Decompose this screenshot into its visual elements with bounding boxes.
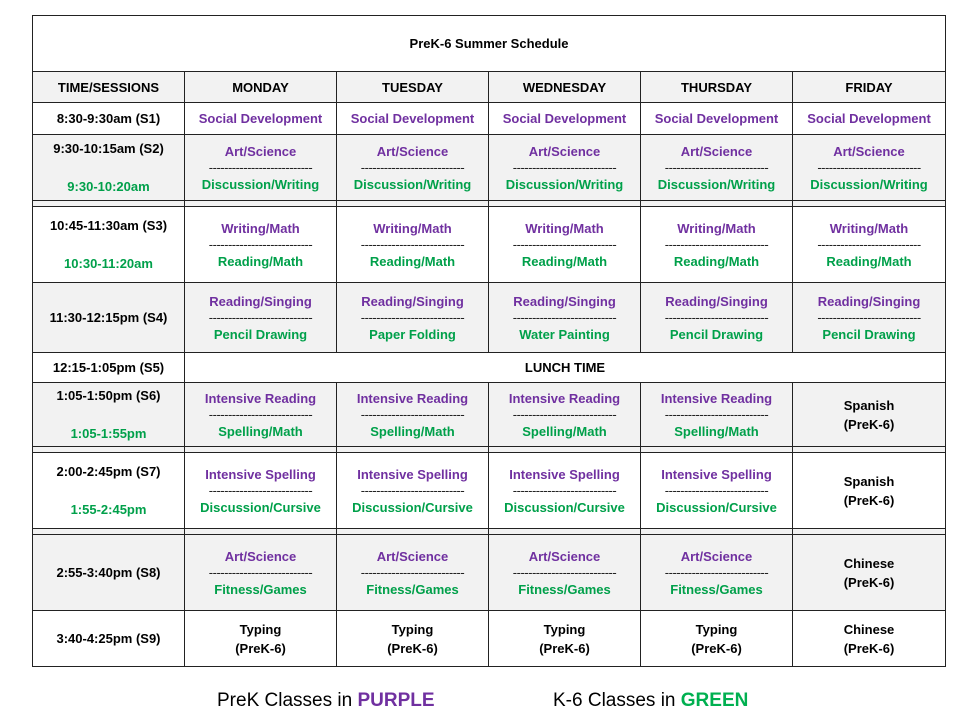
time-cell <box>33 135 185 201</box>
class-cell <box>489 207 641 283</box>
class-cell <box>489 383 641 447</box>
time-k6: 10:30-11:20am <box>64 256 153 271</box>
divider: --------------------------- <box>360 160 465 175</box>
divider: --------------------------- <box>512 483 617 498</box>
divider: --------------------------- <box>208 310 313 325</box>
k6-class: Reading/Math <box>217 253 304 269</box>
k6-class: Discussion/Cursive <box>504 499 625 515</box>
session-row-s1 <box>33 103 946 135</box>
class-cell <box>641 283 793 353</box>
k6-class: Reading/Math <box>673 253 760 269</box>
header-time: TIME/SESSIONS <box>33 72 185 103</box>
session-row-s3 <box>33 207 946 283</box>
time-cell: 3:40-4:25pm (S9) <box>33 611 185 667</box>
prek-class: Writing/Math <box>525 220 604 236</box>
k6-class: Pencil Drawing <box>213 326 308 342</box>
time-prek: 10:45-11:30am (S3) <box>49 218 168 233</box>
prek-class: Art/Science <box>833 143 905 159</box>
header-monday: MONDAY <box>185 72 337 103</box>
class-name: Typing <box>695 621 738 637</box>
divider: --------------------------- <box>664 565 769 580</box>
prek-class: Art/Science <box>224 548 297 564</box>
divider: --------------------------- <box>512 160 617 175</box>
class-cell <box>489 535 641 611</box>
divider: --------------------------- <box>664 310 769 325</box>
class-cell <box>337 283 489 353</box>
prek-class: Art/Science <box>376 548 449 564</box>
prek-class: Reading/Singing <box>665 293 768 309</box>
grade-range: (PreK-6) <box>387 640 438 656</box>
session-row-s8 <box>33 535 946 611</box>
class-cell <box>337 453 489 529</box>
schedule-sheet <box>32 15 945 667</box>
divider: --------------------------- <box>512 310 617 325</box>
k6-class: Fitness/Games <box>518 581 611 597</box>
k6-class: Water Painting <box>519 326 610 342</box>
header-tuesday: TUESDAY <box>337 72 489 103</box>
divider: --------------------------- <box>208 160 313 175</box>
class-cell <box>641 611 793 667</box>
session-row-s2 <box>33 135 946 201</box>
language-class: Spanish <box>843 397 895 413</box>
friday-class-cell <box>793 383 946 447</box>
header-thursday: THURSDAY <box>641 72 793 103</box>
divider: --------------------------- <box>512 237 617 252</box>
k6-class: Discussion/Writing <box>810 176 928 192</box>
class-cell <box>489 135 641 201</box>
class-cell <box>337 207 489 283</box>
class-cell <box>185 453 337 529</box>
lunch-cell: LUNCH TIME <box>185 353 946 383</box>
divider: --------------------------- <box>208 483 313 498</box>
page-title: PreK-6 Summer Schedule <box>33 16 946 72</box>
k6-class: Fitness/Games <box>214 581 307 597</box>
prek-class: Art/Science <box>528 548 601 564</box>
session-row-s9 <box>33 611 946 667</box>
title-row <box>33 16 946 72</box>
class-cell <box>185 207 337 283</box>
divider: --------------------------- <box>208 565 313 580</box>
prek-class: Intensive Reading <box>356 390 469 406</box>
divider: --------------------------- <box>360 565 465 580</box>
class-cell <box>489 453 641 529</box>
prek-class: Writing/Math <box>221 220 300 236</box>
class-cell: Social Development <box>641 103 793 135</box>
k6-class: Discussion/Writing <box>353 176 472 192</box>
k6-class: Spelling/Math <box>522 423 607 439</box>
k6-class: Spelling/Math <box>370 423 455 439</box>
prek-class: Writing/Math <box>677 220 756 236</box>
divider: --------------------------- <box>664 407 769 422</box>
class-cell: Social Development <box>185 103 337 135</box>
time-k6: 1:55-2:45pm <box>70 502 147 517</box>
class-cell <box>185 135 337 201</box>
session-row-s7 <box>33 453 946 529</box>
time-prek: 9:30-10:15am (S2) <box>53 141 164 156</box>
time-k6: 9:30-10:20am <box>67 179 150 194</box>
prek-class: Reading/Singing <box>817 293 921 309</box>
k6-class: Spelling/Math <box>674 423 759 439</box>
class-cell <box>641 535 793 611</box>
prek-class: Art/Science <box>376 143 449 159</box>
class-cell <box>641 135 793 201</box>
k6-class: Paper Folding <box>369 326 456 342</box>
k6-class: Discussion/Writing <box>201 176 320 192</box>
grade-range: (PreK-6) <box>691 640 742 656</box>
divider: --------------------------- <box>360 237 465 252</box>
legend-prek-text: PreK Classes in <box>217 690 358 711</box>
legend-k6-text: K-6 Classes in <box>553 690 681 711</box>
friday-class-cell <box>793 453 946 529</box>
class-cell <box>641 453 793 529</box>
time-prek: 1:05-1:50pm (S6) <box>56 388 161 403</box>
divider: --------------------------- <box>817 310 921 325</box>
divider: --------------------------- <box>817 237 921 252</box>
time-cell: 8:30-9:30am (S1) <box>33 103 185 135</box>
class-cell: Social Development <box>793 103 946 135</box>
prek-class: Reading/Singing <box>513 293 616 309</box>
class-cell: Social Development <box>489 103 641 135</box>
k6-class: Discussion/Writing <box>657 176 776 192</box>
grade-range: (PreK-6) <box>843 416 895 432</box>
schedule-table <box>32 15 946 667</box>
time-cell: 12:15-1:05pm (S5) <box>33 353 185 383</box>
time-cell <box>33 453 185 529</box>
legend-k6 <box>553 688 748 714</box>
class-cell <box>489 611 641 667</box>
header-row <box>33 72 946 103</box>
divider: --------------------------- <box>512 565 617 580</box>
prek-class: Art/Science <box>680 548 753 564</box>
k6-class: Pencil Drawing <box>669 326 764 342</box>
friday-class-cell <box>793 611 946 667</box>
k6-class: Reading/Math <box>826 253 912 269</box>
k6-class: Discussion/Cursive <box>200 499 321 515</box>
class-cell <box>793 207 946 283</box>
prek-class: Art/Science <box>224 143 297 159</box>
divider: --------------------------- <box>664 483 769 498</box>
grade-range: (PreK-6) <box>843 574 895 590</box>
friday-class-cell <box>793 535 946 611</box>
k6-class: Fitness/Games <box>670 581 763 597</box>
class-cell <box>489 283 641 353</box>
class-name: Typing <box>239 621 282 637</box>
time-cell <box>33 207 185 283</box>
prek-class: Intensive Reading <box>508 390 621 406</box>
language-class: Spanish <box>843 473 895 489</box>
class-cell <box>337 535 489 611</box>
language-class: Chinese <box>843 621 895 637</box>
grade-range: (PreK-6) <box>235 640 286 656</box>
legend-prek <box>217 688 435 714</box>
k6-class: Pencil Drawing <box>822 326 916 342</box>
k6-class: Discussion/Writing <box>505 176 624 192</box>
class-cell: Social Development <box>337 103 489 135</box>
grade-range: (PreK-6) <box>843 492 895 508</box>
header-friday: FRIDAY <box>793 72 946 103</box>
class-cell <box>641 207 793 283</box>
k6-class: Fitness/Games <box>366 581 459 597</box>
divider: --------------------------- <box>360 310 465 325</box>
class-cell <box>337 383 489 447</box>
color-legend <box>0 688 960 714</box>
prek-class: Intensive Reading <box>660 390 773 406</box>
session-row-s5 <box>33 353 946 383</box>
divider: --------------------------- <box>817 160 921 175</box>
class-name: Typing <box>391 621 434 637</box>
divider: --------------------------- <box>208 407 313 422</box>
class-cell <box>185 283 337 353</box>
class-cell <box>793 283 946 353</box>
prek-class: Art/Science <box>680 143 753 159</box>
divider: --------------------------- <box>664 160 769 175</box>
session-row-s6 <box>33 383 946 447</box>
k6-class: Discussion/Cursive <box>656 499 777 515</box>
k6-class: Reading/Math <box>521 253 608 269</box>
class-cell <box>185 611 337 667</box>
header-wednesday: WEDNESDAY <box>489 72 641 103</box>
class-cell <box>641 383 793 447</box>
divider: --------------------------- <box>360 483 465 498</box>
prek-class: Reading/Singing <box>361 293 464 309</box>
prek-class: Art/Science <box>528 143 601 159</box>
divider: --------------------------- <box>208 237 313 252</box>
class-cell <box>185 535 337 611</box>
grade-range: (PreK-6) <box>539 640 590 656</box>
class-cell <box>185 383 337 447</box>
k6-class: Reading/Math <box>369 253 456 269</box>
grade-range: (PreK-6) <box>843 640 895 656</box>
session-row-s4 <box>33 283 946 353</box>
prek-class: Intensive Spelling <box>205 466 316 482</box>
prek-class: Writing/Math <box>373 220 452 236</box>
class-cell <box>337 611 489 667</box>
time-k6: 1:05-1:55pm <box>70 426 147 441</box>
divider: --------------------------- <box>664 237 769 252</box>
k6-class: Spelling/Math <box>218 423 303 439</box>
language-class: Chinese <box>843 555 895 571</box>
prek-class: Intensive Spelling <box>357 466 468 482</box>
divider: --------------------------- <box>512 407 617 422</box>
class-name: Typing <box>543 621 586 637</box>
prek-class: Intensive Spelling <box>509 466 620 482</box>
time-prek: 2:00-2:45pm (S7) <box>56 464 161 479</box>
legend-prek-color-word: PURPLE <box>357 690 435 711</box>
prek-class: Writing/Math <box>829 220 909 236</box>
time-cell: 2:55-3:40pm (S8) <box>33 535 185 611</box>
prek-class: Intensive Reading <box>204 390 317 406</box>
time-cell <box>33 383 185 447</box>
class-cell <box>337 135 489 201</box>
time-cell: 11:30-12:15pm (S4) <box>33 283 185 353</box>
prek-class: Intensive Spelling <box>661 466 772 482</box>
prek-class: Reading/Singing <box>209 293 312 309</box>
legend-k6-color-word: GREEN <box>680 690 749 711</box>
class-cell <box>793 135 946 201</box>
k6-class: Discussion/Cursive <box>352 499 473 515</box>
divider: --------------------------- <box>360 407 465 422</box>
